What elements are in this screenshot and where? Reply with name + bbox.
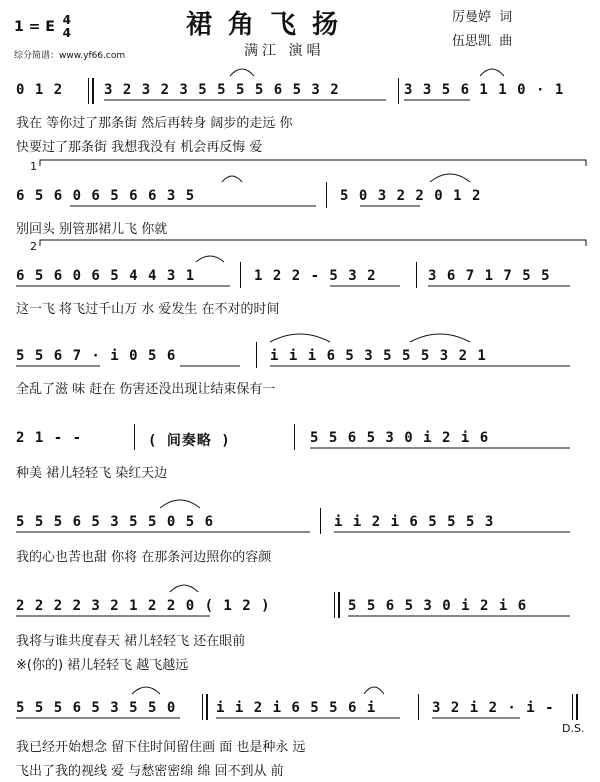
singer-credit: 满江 演唱: [244, 43, 325, 59]
lyric-line: 这一飞 将飞过千山万 水 爱发生 在不对的时间: [16, 302, 280, 317]
song-title: 裙角飞扬: [186, 10, 355, 40]
lyric-line: 我的心也苦也甜 你将 在那条河边照你的容颜: [16, 550, 272, 565]
volta-second: 2: [30, 240, 37, 253]
composer-name: 伍思凯: [452, 34, 492, 49]
note-group: 5 5 5 6 5 3 5 5 0 5 6: [16, 514, 215, 530]
note-group: 2 2 2 2 3 2 1 2 2 0 ( 1 2 ): [16, 598, 271, 614]
lyric-line: 别回头 别管那裙儿飞 你就: [16, 222, 168, 237]
da-segno-mark: D.S.: [562, 722, 585, 735]
volta-first: 1: [30, 160, 37, 173]
lyric-line: 全乱了滋 味 赶在 伤害还没出现让结束保有一: [16, 382, 276, 397]
note-group: 6 5 6 0 6 5 4 4 3 1: [16, 268, 196, 284]
lyric-line: 种美 裙儿轻轻飞 染红天边: [16, 466, 168, 481]
note-group: 5 5 6 5 3 0 i 2 i 6: [310, 430, 490, 446]
slur: [170, 585, 198, 592]
note-group: 3 6 7 1 7 5 5: [428, 268, 551, 284]
lyricist-role: 词: [499, 10, 513, 25]
lyric-line: 飞出了我的视线 爱 与愁密密绵 绵 回不到从 前: [16, 764, 284, 779]
volta-bracket-second: [40, 240, 586, 246]
site-watermark: 综分简谱：www.yf66.com: [14, 51, 126, 61]
note-group: i i i 6 5 3 5 5 5 3 2 1: [270, 348, 487, 364]
lyric-line: 我将与谁共度春天 裙儿轻轻飞 还在眼前: [16, 634, 246, 649]
slur: [480, 69, 504, 76]
volta-bracket-first: [40, 160, 586, 166]
note-group: 5 5 6 7 · i 0 5 6: [16, 348, 177, 364]
slur: [132, 687, 160, 694]
slur: [160, 500, 200, 508]
note-group: 0 1 2: [16, 82, 64, 98]
slur: [410, 334, 470, 342]
lyric-line: ※(你的) 裙儿轻轻飞 越飞越远: [16, 658, 189, 673]
note-group: 5 5 5 6 5 3 5 5 0: [16, 700, 177, 716]
slur: [196, 256, 224, 262]
lyric-line: 我已经开始想念 留下住时间留住画 面 也是种永 远: [16, 740, 306, 755]
note-group: 5 5 6 5 3 0 i 2 i 6: [348, 598, 528, 614]
lyricist-name: 厉曼婷: [452, 10, 492, 25]
slur: [270, 334, 330, 342]
lyric-line: 我在 等你过了那条街 然后再转身 阔步的走远 你: [16, 116, 293, 131]
slur: [230, 69, 254, 76]
note-group: i i 2 i 6 5 5 5 3: [334, 514, 495, 530]
note-group: 1 2 2 - 5 3 2: [254, 268, 377, 284]
key-signature: 1 = E 4 4: [14, 13, 72, 40]
note-group: i i 2 i 6 5 5 6 i: [216, 700, 377, 716]
note-group: 5 0 3 2 2 0 1 2: [340, 188, 482, 204]
composer-role: 曲: [499, 34, 513, 49]
slur: [364, 687, 384, 694]
slur: [430, 174, 470, 182]
lyric-line: 快要过了那条街 我想我没有 机会再反悔 爱: [16, 140, 263, 155]
note-group: 2 1 - -: [16, 430, 83, 446]
note-group: 3 3 5 6 1 1 0 · 1: [404, 82, 565, 98]
time-signature: 4 4: [62, 13, 72, 40]
slur: [222, 176, 242, 182]
note-group: 6 5 6 0 6 5 6 6 3 5: [16, 188, 196, 204]
note-group: 3 2 i 2 · i -: [432, 700, 555, 716]
note-group: ( 间奏略 ): [148, 433, 231, 449]
note-group: 3 2 3 2 3 5 5 5 5 6 5 3 2: [104, 82, 340, 98]
